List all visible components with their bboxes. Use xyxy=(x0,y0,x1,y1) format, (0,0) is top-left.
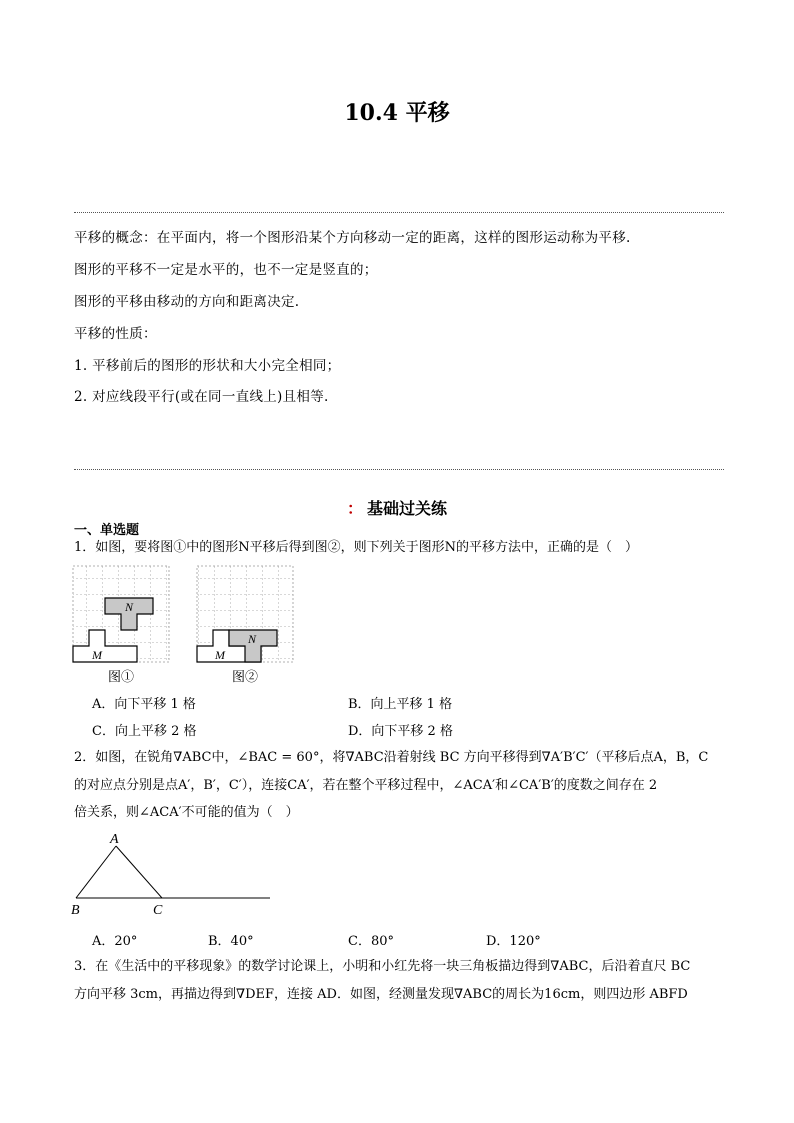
knowledge-line-4: 平移的性质： xyxy=(74,326,157,342)
label-M-fig2: M xyxy=(215,648,225,662)
question-2-option-d[interactable]: D．120° xyxy=(486,934,541,949)
question-2-line-2: 的对应点分别是点A′，B′，C′），连接CA′，若在整个平移过程中，∠ACA′和∠CA′B′的度数之间存在 2 xyxy=(74,778,658,793)
segment-AC xyxy=(116,846,162,898)
caption-figure-1: 图① xyxy=(108,669,135,684)
question-2-option-c[interactable]: C．80° xyxy=(348,934,394,949)
grid-figure-2 xyxy=(197,566,293,662)
question-1-option-d[interactable]: D．向下平移 2 格 xyxy=(348,724,453,739)
question-2-option-a[interactable]: A．20° xyxy=(92,934,138,949)
label-N-fig1: N xyxy=(125,600,134,614)
question-2-figure xyxy=(68,826,278,918)
section-heading xyxy=(0,496,794,519)
caption-figure-2: 图② xyxy=(232,669,259,684)
question-1-figure xyxy=(70,562,310,688)
knowledge-line-6: 2. 对应线段平行(或在同一直线上)且相等. xyxy=(74,389,329,405)
divider-top xyxy=(74,212,724,213)
question-1-option-a[interactable]: A．向下平移 1 格 xyxy=(92,697,196,712)
question-3-line-2: 方向平移 3cm，再描边得到∇DEF，连接 AD．如图，经测量发现∇ABC的周长为16cm，则四边形 ABFD xyxy=(74,987,688,1002)
divider-bottom xyxy=(74,469,724,470)
label-M-fig1: M xyxy=(92,648,102,662)
question-1-text: 1．如图，要将图①中的图形N平移后得到图②，则下列关于图形N的平移方法中，正确的是（ ） xyxy=(74,540,639,555)
question-1-option-c[interactable]: C．向上平移 2 格 xyxy=(92,724,197,739)
label-C: C xyxy=(153,903,163,918)
section-title: 基础过关练 xyxy=(367,499,448,518)
label-A: A xyxy=(110,832,119,847)
knowledge-line-2: 图形的平移不一定是水平的，也不一定是竖直的； xyxy=(74,262,378,278)
question-3-line-1: 3．在《生活中的平移现象》的数学讨论课上，小明和小红先将一块三角板描边得到∇ABC，后沿着直尺 BC xyxy=(74,959,691,974)
question-2-option-b[interactable]: B．40° xyxy=(208,934,254,949)
question-2-line-1: 2．如图，在锐角∇ABC中，∠BAC = 60°，将∇ABC沿着射线 BC 方向平移得到∇A′B′C′（平移后点A，B，C xyxy=(74,750,709,765)
subsection-heading: 一、单选题 xyxy=(74,523,140,538)
knowledge-line-3: 图形的平移由移动的方向和距离决定. xyxy=(74,294,300,310)
segment-AB xyxy=(76,846,116,898)
page-title: 10.4 平移 xyxy=(344,100,450,126)
question-1-option-b[interactable]: B．向上平移 1 格 xyxy=(348,697,453,712)
section-dot: ： xyxy=(346,499,363,518)
question-2-line-3: 倍关系，则∠ACA′不可能的值为（ ） xyxy=(74,805,299,820)
knowledge-line-1: 平移的概念：在平面内，将一个图形沿某个方向移动一定的距离，这样的图形运动称为平移. xyxy=(74,230,631,246)
grid-figure-1 xyxy=(73,566,169,662)
label-N-fig2: N xyxy=(248,632,257,646)
label-B: B xyxy=(71,903,80,918)
knowledge-line-5: 1. 平移前后的图形的形状和大小完全相同； xyxy=(74,358,341,374)
